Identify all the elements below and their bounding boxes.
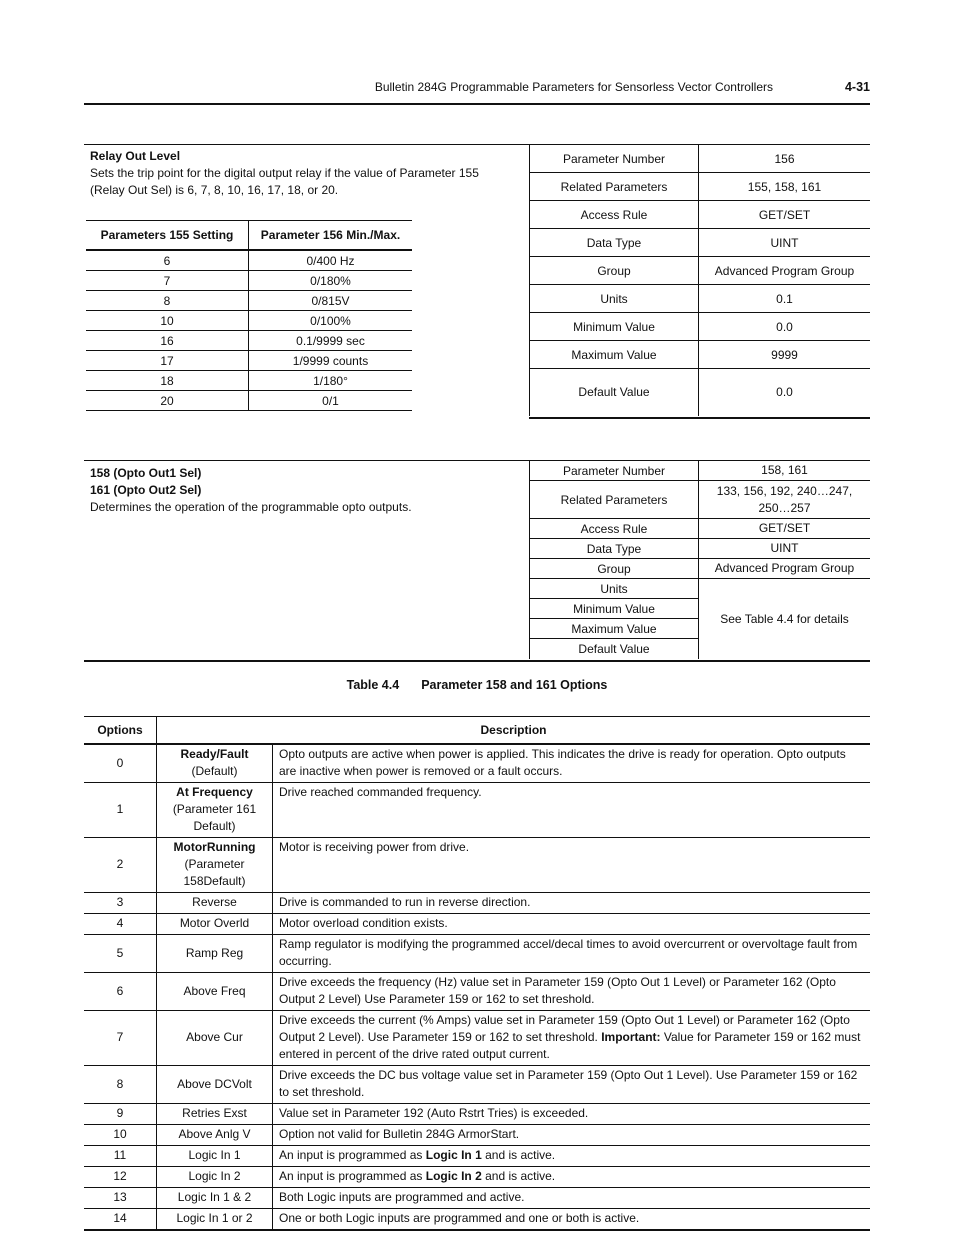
section-rule-bottom bbox=[529, 417, 870, 419]
description-text: Drive reached commanded frequency. bbox=[279, 785, 482, 799]
option-note: (Parameter 161 Default) bbox=[172, 802, 257, 833]
table-caption-title: Parameter 158 and 161 Options bbox=[421, 678, 608, 692]
param-label: Maximum Value bbox=[530, 341, 699, 369]
header-rule bbox=[84, 103, 870, 105]
param-label: Default Value bbox=[530, 639, 699, 659]
option-name-cell bbox=[157, 1209, 273, 1231]
description-text: Motor is receiving power from drive. bbox=[279, 840, 470, 854]
param-row bbox=[530, 559, 871, 579]
options-header: Options bbox=[84, 717, 157, 745]
minmax-value: 1/180° bbox=[249, 371, 413, 391]
param-value: Advanced Program Group bbox=[699, 257, 871, 285]
parameter-info-table bbox=[529, 144, 870, 416]
option-number: 7 bbox=[84, 1011, 157, 1066]
option-number: 8 bbox=[84, 1066, 157, 1104]
option-note: (Default) bbox=[191, 764, 238, 778]
option-name: Logic In 2 bbox=[188, 1169, 241, 1183]
param-row bbox=[530, 229, 871, 257]
minmax-value: 0/100% bbox=[249, 311, 413, 331]
option-name: Logic In 1 or 2 bbox=[176, 1211, 253, 1225]
option-name-cell bbox=[157, 1066, 273, 1104]
description-text: Motor overload condition exists. bbox=[279, 916, 448, 930]
description-emphasis: Logic In 2 bbox=[425, 1169, 482, 1183]
table-row bbox=[84, 1011, 870, 1066]
table-row bbox=[86, 311, 412, 331]
option-name: MotorRunning bbox=[173, 840, 256, 854]
param-value: 158, 161 bbox=[699, 461, 871, 481]
option-name-cell bbox=[157, 744, 273, 783]
option-description bbox=[273, 914, 871, 935]
option-number: 12 bbox=[84, 1167, 157, 1188]
table-row bbox=[84, 893, 870, 914]
param-row bbox=[530, 519, 871, 539]
option-name: Above Cur bbox=[186, 1030, 243, 1044]
description-text: Both Logic inputs are programmed and active. bbox=[279, 1190, 525, 1204]
settings-header-minmax: Parameter 156 Min./Max. bbox=[249, 221, 413, 251]
table-row bbox=[86, 371, 412, 391]
table-row bbox=[84, 1066, 870, 1104]
minmax-value: 0/180% bbox=[249, 271, 413, 291]
description-text: and is active. bbox=[481, 1148, 556, 1162]
option-note: (Parameter 158Default) bbox=[183, 857, 246, 888]
option-description bbox=[273, 744, 871, 783]
param-label: Group bbox=[530, 559, 699, 579]
setting-value: 18 bbox=[86, 371, 249, 391]
option-name-cell bbox=[157, 914, 273, 935]
param-label: Units bbox=[530, 579, 699, 599]
table-row bbox=[84, 1146, 870, 1167]
option-name-cell bbox=[157, 935, 273, 973]
param-row bbox=[530, 201, 871, 229]
section2-description: Determines the operation of the programmable opto outputs. bbox=[90, 500, 412, 514]
option-name-cell bbox=[157, 973, 273, 1011]
option-name: Logic In 1 bbox=[188, 1148, 241, 1162]
minmax-value: 1/9999 counts bbox=[249, 351, 413, 371]
option-name: Above Anlg V bbox=[178, 1127, 251, 1141]
param-value: GET/SET bbox=[699, 519, 871, 539]
minmax-value: 0/815V bbox=[249, 291, 413, 311]
param-value-merged: See Table 4.4 for details bbox=[699, 579, 871, 659]
param-row bbox=[530, 313, 871, 341]
param-label: Access Rule bbox=[530, 201, 699, 229]
setting-value: 6 bbox=[86, 250, 249, 271]
table-row bbox=[84, 783, 870, 838]
option-name: Above Freq bbox=[183, 983, 246, 998]
description-emphasis: Important: bbox=[601, 1030, 661, 1044]
table-caption-number: Table 4.4 bbox=[346, 678, 400, 692]
param-value: 0.1 bbox=[699, 285, 871, 313]
param-row bbox=[530, 481, 871, 519]
option-description bbox=[273, 935, 871, 973]
section-description: Sets the trip point for the digital output relay if the value of Parameter 155 (Relay Out Sel) is 6, 7, 8, 10, 16, 17, 18, or 20. bbox=[90, 166, 479, 197]
minmax-value: 0/400 Hz bbox=[249, 250, 413, 271]
table-row bbox=[84, 744, 870, 783]
param-label: Related Parameters bbox=[530, 481, 699, 519]
param-label: Data Type bbox=[530, 229, 699, 257]
param-label: Default Value bbox=[530, 369, 699, 416]
setting-value: 7 bbox=[86, 271, 249, 291]
table-row bbox=[84, 1209, 870, 1231]
option-name: Motor Overld bbox=[179, 916, 250, 930]
param-label: Minimum Value bbox=[530, 599, 699, 619]
description-text: Value set in Parameter 192 (Auto Rstrt Tries) is exceeded. bbox=[279, 1106, 589, 1120]
param-label: Units bbox=[530, 285, 699, 313]
param-value: UINT bbox=[699, 229, 871, 257]
option-description bbox=[273, 1167, 871, 1188]
option-name-cell bbox=[157, 1146, 273, 1167]
option-number: 4 bbox=[84, 914, 157, 935]
option-name: Retries Exst bbox=[182, 1106, 247, 1120]
table-row bbox=[84, 1188, 870, 1209]
option-name-cell bbox=[157, 1167, 273, 1188]
option-description bbox=[273, 1011, 871, 1066]
option-name-cell bbox=[157, 893, 273, 914]
param-value: 133, 156, 192, 240…247, 250…257 bbox=[699, 481, 871, 519]
option-description bbox=[273, 1188, 871, 1209]
option-name-cell bbox=[157, 838, 273, 893]
param-row bbox=[530, 257, 871, 285]
option-name: At Frequency bbox=[176, 785, 253, 799]
option-name-cell bbox=[157, 783, 273, 838]
param-row bbox=[530, 145, 871, 173]
param-row bbox=[530, 341, 871, 369]
param-value: GET/SET bbox=[699, 201, 871, 229]
param-label: Minimum Value bbox=[530, 313, 699, 341]
table-row bbox=[84, 973, 870, 1011]
param-value: 0.0 bbox=[699, 369, 871, 416]
description-text: Opto outputs are active when power is applied. This indicates the drive is ready for operation. Opto outputs are inactive when power is removed or a fault occurs. bbox=[279, 747, 846, 778]
page-number: 4-31 bbox=[844, 80, 870, 94]
table-row bbox=[86, 331, 412, 351]
description-text: Drive is commanded to run in reverse direction. bbox=[279, 895, 531, 909]
table-row bbox=[84, 1167, 870, 1188]
option-name-cell bbox=[157, 1125, 273, 1146]
page-header-title: Bulletin 284G Programmable Parameters for Sensorless Vector Controllers bbox=[374, 80, 773, 94]
option-description bbox=[273, 838, 871, 893]
table-row bbox=[86, 271, 412, 291]
param-label: Parameter Number bbox=[530, 145, 699, 173]
table-row bbox=[86, 351, 412, 371]
description-emphasis: Logic In 1 bbox=[425, 1148, 482, 1162]
description-text: and is active. bbox=[481, 1169, 556, 1183]
section2-heading-1: 158 (Opto Out1 Sel) bbox=[90, 466, 202, 480]
description-text: Drive exceeds the DC bus voltage value set in Parameter 159 (Opto Out 1 Level). Use Parameter 159 or 162 to set threshold. bbox=[279, 1068, 858, 1099]
description-text: Value for Parameter 159 or 162 must entered in percent of the drive rated output current. bbox=[279, 1030, 861, 1061]
option-name: Above DCVolt bbox=[177, 1076, 252, 1091]
option-number: 2 bbox=[84, 838, 157, 893]
description-text: Option not valid for Bulletin 284G ArmorStart. bbox=[279, 1127, 520, 1141]
option-description bbox=[273, 1125, 871, 1146]
option-number: 6 bbox=[84, 973, 157, 1011]
settings-header-setting: Parameters 155 Setting bbox=[86, 221, 249, 251]
option-number: 10 bbox=[84, 1125, 157, 1146]
option-number: 3 bbox=[84, 893, 157, 914]
description-text: One or both Logic inputs are programmed and one or both is active. bbox=[279, 1211, 640, 1225]
section2-rule-bottom bbox=[84, 660, 870, 662]
table-row bbox=[86, 291, 412, 311]
minmax-value: 0/1 bbox=[249, 391, 413, 411]
option-number: 0 bbox=[84, 744, 157, 783]
table-row bbox=[84, 1125, 870, 1146]
param-label: Related Parameters bbox=[530, 173, 699, 201]
option-description bbox=[273, 973, 871, 1011]
section2-heading-2: 161 (Opto Out2 Sel) bbox=[90, 483, 202, 497]
setting-value: 17 bbox=[86, 351, 249, 371]
settings-table bbox=[86, 220, 412, 411]
param-row bbox=[530, 579, 871, 599]
param-value: 0.0 bbox=[699, 313, 871, 341]
option-number: 13 bbox=[84, 1188, 157, 1209]
description-text: An input is programmed as bbox=[279, 1148, 426, 1162]
option-number: 9 bbox=[84, 1104, 157, 1125]
param-row bbox=[530, 285, 871, 313]
description-text: An input is programmed as bbox=[279, 1169, 426, 1183]
table-row bbox=[84, 914, 870, 935]
section-heading: Relay Out Level bbox=[90, 149, 181, 163]
table-row bbox=[86, 250, 412, 271]
param-row bbox=[530, 369, 871, 416]
option-description bbox=[273, 783, 871, 838]
option-name-cell bbox=[157, 1188, 273, 1209]
table-row bbox=[84, 838, 870, 893]
param-label: Maximum Value bbox=[530, 619, 699, 639]
setting-value: 20 bbox=[86, 391, 249, 411]
option-number: 11 bbox=[84, 1146, 157, 1167]
setting-value: 16 bbox=[86, 331, 249, 351]
option-number: 5 bbox=[84, 935, 157, 973]
param-value: 9999 bbox=[699, 341, 871, 369]
description-text: Ramp regulator is modifying the programmed accel/decal times to avoid overcurrent or overvoltage fault from occurring. bbox=[279, 937, 858, 968]
param-row bbox=[530, 173, 871, 201]
option-description bbox=[273, 893, 871, 914]
option-name-cell bbox=[157, 1104, 273, 1125]
setting-value: 10 bbox=[86, 311, 249, 331]
option-description bbox=[273, 1146, 871, 1167]
param-row bbox=[530, 539, 871, 559]
opto-parameter-table bbox=[529, 460, 870, 659]
option-name: Ready/Fault bbox=[180, 747, 249, 761]
minmax-value: 0.1/9999 sec bbox=[249, 331, 413, 351]
table-row bbox=[84, 1104, 870, 1125]
option-name: Reverse bbox=[192, 895, 237, 909]
option-number: 14 bbox=[84, 1209, 157, 1231]
param-label: Data Type bbox=[530, 539, 699, 559]
param-label: Group bbox=[530, 257, 699, 285]
option-description bbox=[273, 1066, 871, 1104]
option-description bbox=[273, 1104, 871, 1125]
table-caption bbox=[84, 678, 870, 692]
param-value: 155, 158, 161 bbox=[699, 173, 871, 201]
param-label: Parameter Number bbox=[530, 461, 699, 481]
description-text: Drive exceeds the current (% Amps) value set in Parameter 159 (Opto Out 1 Level) or Parameter 162 (Opto Output 2 Level). Use Parameter 159 or 162 to set threshold. bbox=[279, 1013, 850, 1044]
param-value: UINT bbox=[699, 539, 871, 559]
option-name-cell bbox=[157, 1011, 273, 1066]
table-row bbox=[86, 391, 412, 411]
description-header: Description bbox=[157, 717, 871, 745]
param-value: 156 bbox=[699, 145, 871, 173]
param-label: Access Rule bbox=[530, 519, 699, 539]
param-row bbox=[530, 461, 871, 481]
setting-value: 8 bbox=[86, 291, 249, 311]
option-name: Logic In 1 & 2 bbox=[177, 1190, 252, 1204]
param-value: Advanced Program Group bbox=[699, 559, 871, 579]
option-name: Ramp Reg bbox=[185, 945, 244, 960]
description-text: Drive exceeds the frequency (Hz) value set in Parameter 159 (Opto Out 1 Level) or Parameter 162 (Opto Output 2 Level) Use Parameter 159 or 162 to set threshold. bbox=[279, 975, 836, 1006]
table-row bbox=[84, 935, 870, 973]
option-description bbox=[273, 1209, 871, 1231]
options-table bbox=[84, 716, 870, 1231]
option-number: 1 bbox=[84, 783, 157, 838]
